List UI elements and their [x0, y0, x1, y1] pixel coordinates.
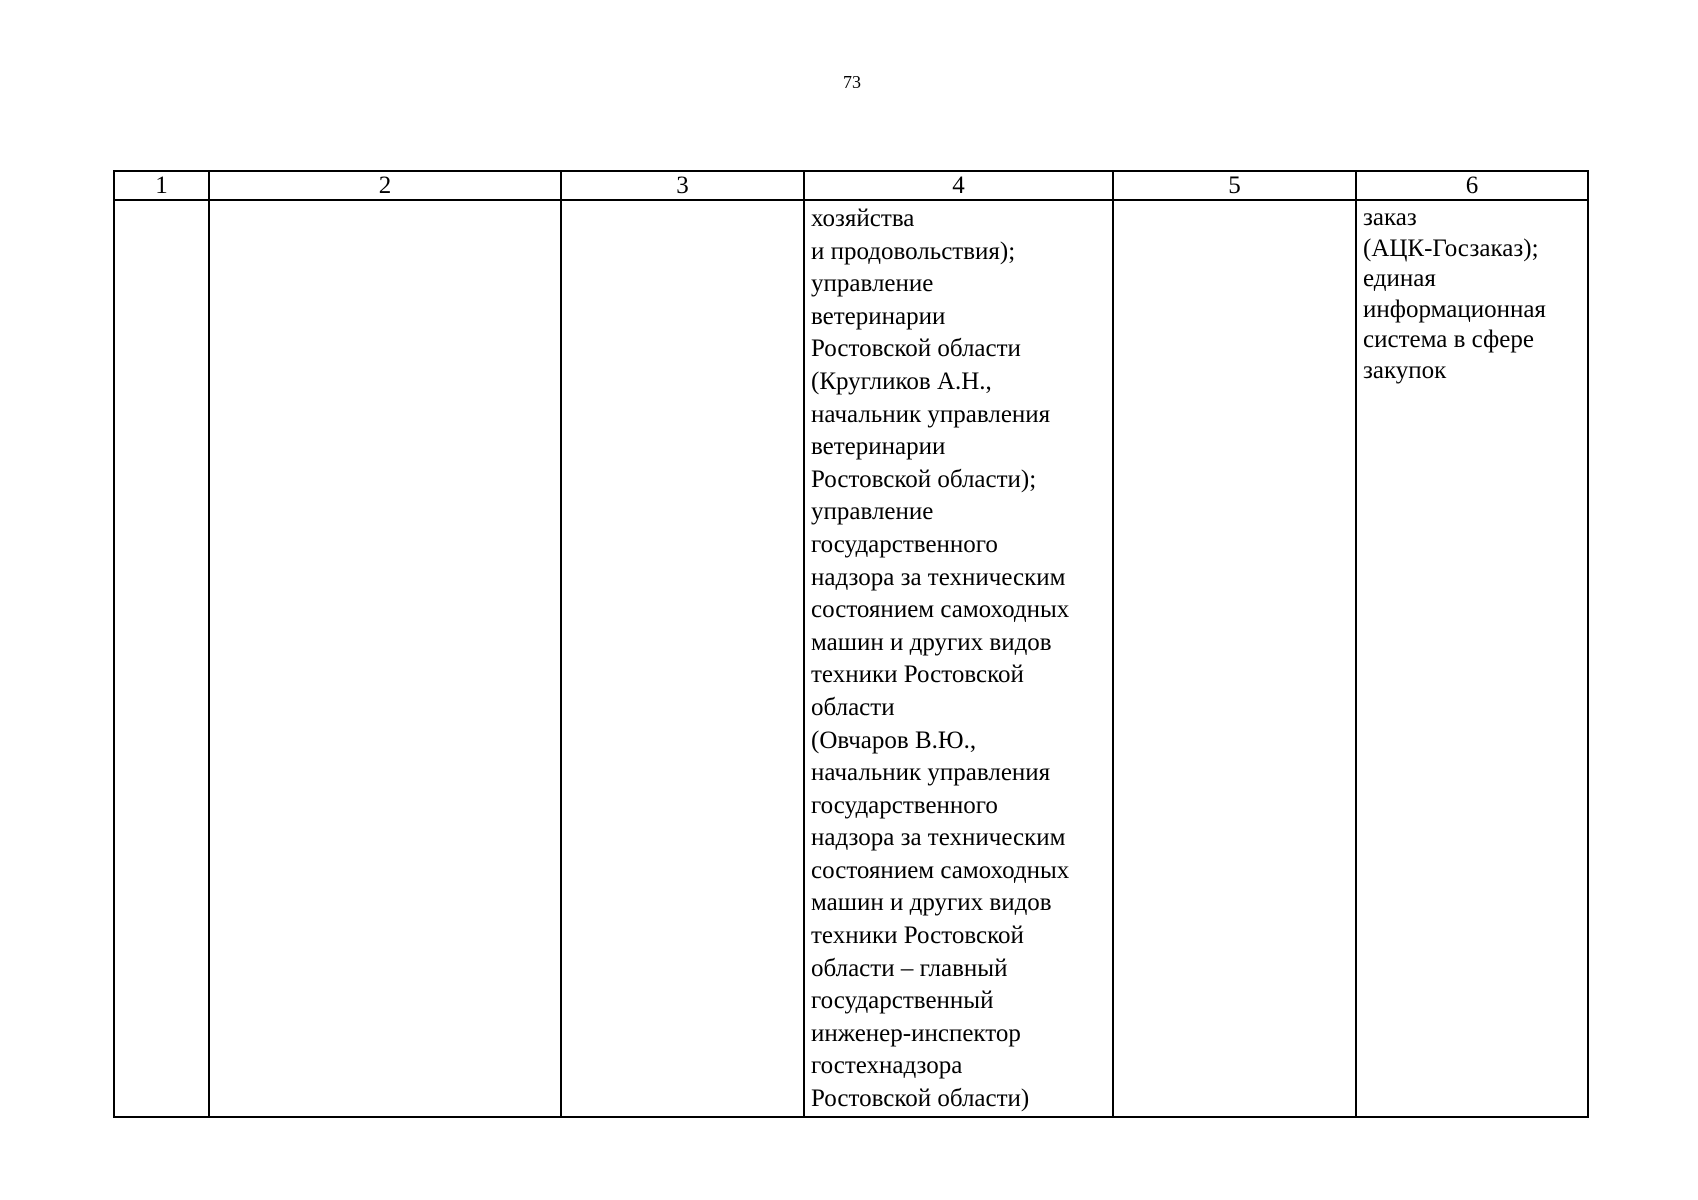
cell-line: Ростовской области) — [811, 1085, 1030, 1113]
column-header-4: 4 — [804, 171, 1113, 200]
cell-line: машин и других видов — [811, 889, 1052, 917]
cell-line: государственного — [811, 530, 998, 558]
cell-line: гостехнадзора — [811, 1052, 963, 1080]
cell-line: система в сфере — [1363, 326, 1534, 354]
cell-line: техники Ростовской — [811, 661, 1024, 689]
cell-line: инженер-инспектор — [811, 1019, 1021, 1047]
column-header-2: 2 — [209, 171, 561, 200]
cell-line: области – главный — [811, 954, 1008, 982]
table-cell-col6 — [1356, 200, 1588, 1117]
cell-line: состоянием самоходных — [811, 596, 1070, 624]
cell-line: (Овчаров В.Ю., — [811, 726, 977, 754]
column-header-6: 6 — [1356, 171, 1588, 200]
cell-line: информационная — [1363, 295, 1546, 323]
column-header-1: 1 — [114, 171, 209, 200]
cell-line: ветеринарии — [811, 433, 946, 461]
cell-line: Ростовской области — [811, 335, 1021, 363]
cell-line: закупок — [1363, 356, 1447, 384]
cell-line: государственный — [811, 987, 994, 1015]
cell-line: Ростовской области); — [811, 465, 1037, 493]
column-header-3: 3 — [561, 171, 804, 200]
cell-line: области — [811, 693, 895, 721]
table-cell-col3 — [561, 200, 804, 1117]
cell-line: машин и других видов — [811, 628, 1052, 656]
cell-line: начальник управления — [811, 400, 1051, 428]
cell-line: хозяйства — [811, 205, 915, 232]
cell-line: (АЦК-Госзаказ); — [1363, 234, 1539, 262]
document-table — [113, 170, 1589, 1118]
cell-line: заказ — [1363, 204, 1417, 231]
cell-line: управление — [811, 270, 934, 298]
cell-line: и продовольствия); — [811, 237, 1016, 265]
cell-line: начальник управления — [811, 759, 1051, 787]
table-cell-col5 — [1113, 200, 1356, 1117]
cell-line: управление — [811, 498, 934, 526]
table-row — [114, 200, 1588, 1117]
cell-line: (Кругликов А.Н., — [811, 367, 992, 395]
page-number: 73 — [843, 72, 861, 92]
table-cell-col4 — [804, 200, 1113, 1117]
table-cell-col2 — [209, 200, 561, 1117]
cell-line: надзора за техническим — [811, 824, 1066, 852]
column-header-5: 5 — [1113, 171, 1356, 200]
cell-line: государственного — [811, 791, 998, 819]
table-cell-col1 — [114, 200, 209, 1117]
information-systems-text — [1357, 201, 1587, 387]
cell-line: единая — [1363, 265, 1436, 293]
cell-line: надзора за техническим — [811, 563, 1066, 591]
table-header-row — [114, 171, 1588, 200]
cell-line: ветеринарии — [811, 302, 946, 330]
cell-line: техники Ростовской — [811, 922, 1024, 950]
cell-line: состоянием самоходных — [811, 856, 1070, 884]
responsible-executors-text — [805, 201, 1112, 1116]
